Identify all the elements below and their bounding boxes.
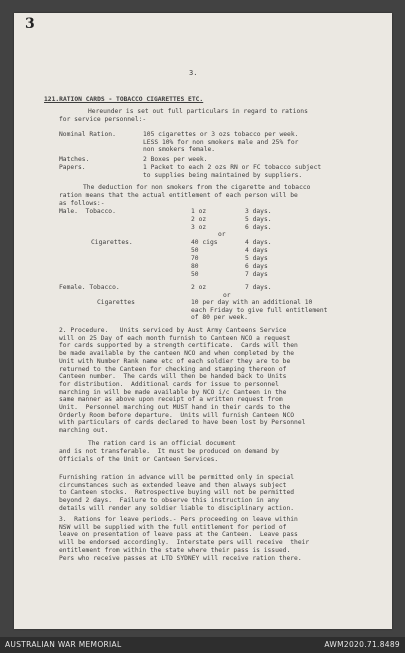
papers-label: Papers. [59,164,86,171]
footer-accession-number: AWM2020.71.8489 [324,640,400,649]
cigarettes-label: Cigarettes. [91,239,133,246]
procedure-line: returned to the Canteen for checking and stamping thereon of [59,365,287,373]
cigarette-amount: 50 [191,271,199,278]
procedure-line: marching in will be made available by NCO i/c Canteen in the [59,388,287,396]
cigarette-days: 7 days [245,271,268,278]
ration-card-line: The ration card is an official document [88,440,236,447]
cigarette-amount: 80 [191,263,199,270]
matches-value: 2 Boxes per week. [143,156,208,163]
page-number: 3. [189,69,198,77]
furnishing-line: circumstances such as extended leave and then always subject [59,481,287,489]
furnishing-line: beyond 2 days. Failure to observe this instruction in any [59,497,279,505]
handwritten-mark: 3 [25,16,35,32]
deduction-line: The deduction for non smokers from the cigarette and tobacco [83,184,311,191]
tobacco-amount: 1 oz [191,208,207,215]
nominal-ration-line: non smokers female. [143,146,216,153]
papers-line: to supplies being maintained by suppliers. [143,171,303,179]
intro-line: Hereunder is set out full particulars in regard to rations [88,108,308,115]
ration-card-line: and is not transferable. It must be produced on demand by [59,448,279,455]
papers-line: 1 Packet to each 2 ozs RN or FC tobacco subject [143,164,322,171]
procedure-line: will on 25 Day of each month furnish to Canteen NCO a request [59,334,291,342]
footer-institution: AUSTRALIAN WAR MEMORIAL [5,640,122,649]
procedure-line: Canteen number. The cards will then be handed back to Units [59,373,287,381]
cigarette-amount: 40 cigs [191,239,218,246]
female-cigarettes-line: of 80 per week. [191,314,248,322]
female-tobacco-label: Female. Tobacco. [59,284,120,291]
procedure-line: Unit. Personnel marching out MUST hand in their cards to the [59,404,291,411]
tobacco-days: 5 days. [245,216,272,223]
procedure-line: marching out. [59,427,109,435]
procedure-line: for distribution. Additional cards for issue to personnel [59,380,279,388]
tobacco-days: 6 days. [245,224,272,231]
deduction-line: ration means that the actual entitlement of each person will be [59,192,298,199]
tobacco-days: 3 days. [245,208,272,215]
leave-line: NSW will be supplied with the full entitlement for period of [59,523,287,531]
female-cigarettes-line: 10 per day with an additional 10 [191,299,313,306]
cigarette-amount: 70 [191,255,199,262]
or-separator: or [218,231,226,238]
leave-line: 3. Rations for leave periods.- Pers proceeding on leave within [59,516,298,523]
furnishing-line: to Canteen stocks. Retrospective buying will not be permitted [59,489,295,497]
procedure-line: same manner as above upon receipt of a written request from [59,396,283,404]
procedure-line: 2. Procedure. Units serviced by Aust Army Canteens Service [59,327,287,334]
female-cigarettes-line: each Friday to give full entitlement [191,306,328,314]
procedure-line: with particulars of cards declared to have been lost by Personnel [59,419,306,427]
procedure-line: for cards supported by a strength certificate. Cards will then [59,342,298,350]
furnishing-line: details will render any soldier liable to disciplinary action. [59,504,295,512]
leave-line: will be endorsed accordingly. Interstate pers will receive their [59,539,310,547]
intro-line: for service personnel:- [59,116,147,123]
deduction-line: as follows:- [59,200,105,207]
female-cigarettes-label: Cigarettes [97,299,135,306]
matches-label: Matches. [59,156,90,163]
tobacco-amount: 3 oz [191,224,207,231]
cigarette-amount: 50 [191,247,199,254]
cigarette-days: 4 days. [245,239,272,246]
male-tobacco-label: Male. Tobacco. [59,208,116,215]
female-tobacco-days: 7 days. [245,284,272,291]
procedure-line: be made available by the canteen NCO and when completed by the [59,350,295,358]
furnishing-line: Furnishing ration in advance will be permitted only in special [59,474,295,481]
leave-line: leave on presentation of leave pass at the Canteen. Leave pass [59,531,298,539]
nominal-ration-line: LESS 10% for non smokers male and 25% for [143,138,299,146]
or-separator: or [223,292,231,299]
procedure-line: Unit with Number Rank name etc of each soldier they are to be [59,357,291,365]
cigarette-days: 6 days [245,263,268,270]
leave-line: Pers who receive passes at LTD SYDNEY will receive ration there. [59,554,302,562]
leave-line: entitlement from within the state where their pass is issued. [59,546,291,554]
footer-bar [0,637,405,653]
tobacco-amount: 2 oz [191,216,207,223]
female-tobacco-amount: 2 oz [191,284,207,291]
procedure-line: Orderly Room before departure. Units will furnish Canteen NCO [59,411,295,419]
nominal-ration-line: 105 cigarettes or 3 ozs tobacco per week. [143,131,299,138]
cigarette-days: 4 days [245,247,268,254]
nominal-ration-label: Nominal Ration. [59,131,116,138]
cigarette-days: 5 days [245,255,268,262]
ration-card-line: Officials of the Unit or Canteen Services. [59,456,219,463]
section-heading: 121.RATION CARDS - TOBACCO CIGARETTES ETC. [44,96,204,103]
